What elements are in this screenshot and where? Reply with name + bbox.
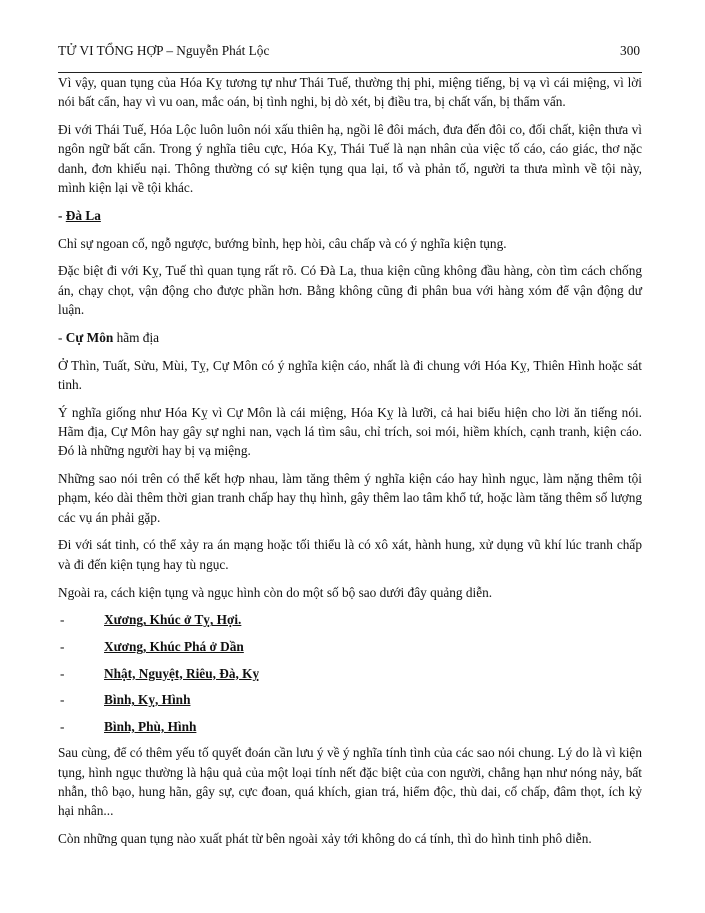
list-item-text: Xương, Khúc Phá ở Dần	[104, 638, 244, 654]
page-body	[58, 73, 642, 857]
list-bullet: -	[60, 638, 65, 654]
list-item	[58, 717, 642, 736]
page-header	[58, 42, 642, 60]
list-bullet: -	[60, 718, 65, 734]
section-title: Đà La	[65, 207, 101, 223]
paragraph: Ý nghĩa giống như Hóa Kỵ vì Cự Môn là cái miệng, Hóa Kỵ là lưỡi, cả hai biểu hiện cho lời ăn tiếng nói. Hãm địa, Cự Môn hay gây sự nghi nan, vạch lá tìm sâu, chỉ trích, soi mói, hiềm khích, cạnh tranh, kiện cáo. Đó là những người hay bị vạ miệng.	[58, 404, 642, 459]
section-title: Cự Môn	[65, 329, 114, 345]
paragraph: Còn những quan tụng nào xuất phát từ bên ngoài xảy tới không do cá tính, thì do hình tinh phô diễn.	[58, 830, 592, 846]
list-bullet: -	[60, 692, 65, 708]
paragraph: Vì vậy, quan tụng của Hóa Kỵ tương tự như Thái Tuế, thường thị phi, miệng tiếng, bị vạ vì cái miệng, vì lời nói bất cẩn, hay vì vu oan, mắc oán, bị tình nghi, bị dò xét, bị điều tra, bị chất vấn, bị thẩm vấn.	[58, 75, 642, 110]
paragraph: Đi với Thái Tuế, Hóa Lộc luôn luôn nói xấu thiên hạ, ngồi lê đôi mách, đưa đến đôi co, đối chất, kiện thưa vì ngôn ngữ bất cẩn. Trong ý nghĩa tiêu cực, Hóa Kỵ, Thái Tuế là nạn nhân của việc tố cáo, cáo giác, thơ nặc danh, đơn khiếu nại. Thông thường có sự kiện tụng qua lại, tố và phản tố, người ta thưa mình về tội này, mình kiện lại về tội khác.	[58, 122, 642, 195]
list-item	[58, 637, 642, 656]
section-suffix: hãm địa	[113, 329, 160, 345]
list-item	[58, 664, 642, 683]
paragraph: Ngoài ra, cách kiện tụng và ngục hình còn do một số bộ sao dưới đây quảng diễn.	[58, 584, 493, 600]
paragraph: Sau cùng, để có thêm yếu tố quyết đoán cần lưu ý về ý nghĩa tính tình của các sao nói chung. Lý do là vì kiện tụng, hình ngục thường là hậu quả của một loại tính nết đặc biệt của con người, chẳng hạn như nóng nảy, bất nhẫn, thô bạo, hung hãn, gây sự, cực đoan, quá khích, gian trá, hiểm độc, thù dai, cố chấp, đâm thọt, ích kỷ hại nhân...	[58, 745, 642, 819]
list-item-text: Bình, Phù, Hình	[104, 718, 197, 734]
star-combination-list	[58, 610, 642, 736]
list-item-text: Bình, Kỵ, Hình	[104, 692, 191, 708]
paragraph: Đi với sát tinh, có thể xảy ra án mạng hoặc tối thiểu là có xô xát, hành hung, xử dụng vũ khí lúc tranh chấp và đi đến kiện tụng hay tù ngục.	[58, 537, 642, 572]
paragraph: Ở Thìn, Tuất, Sửu, Mùi, Tỵ, Cự Môn có ý nghĩa kiện cáo, nhất là đi chung với Hóa Kỵ, Thiên Hình hoặc sát tinh.	[58, 357, 642, 392]
list-bullet: -	[60, 665, 65, 681]
paragraph: Những sao nói trên có thể kết hợp nhau, làm tăng thêm ý nghĩa kiện cáo hay hình ngục, làm nặng thêm tội phạm, kéo dài thêm thời gian tranh chấp hay thụ hình, gây thêm lao tâm khổ tứ, hoặc làm tăng thêm số lượng các vụ án phải gặp.	[58, 471, 642, 525]
paragraph: Chỉ sự ngoan cố, ngỗ ngược, bướng bỉnh, hẹp hòi, câu chấp và có ý nghĩa kiện tụng.	[58, 235, 507, 251]
book-title: TỬ VI TỔNG HỢP – Nguyễn Phát Lộc	[58, 43, 270, 58]
section-heading-cu-mon	[58, 328, 642, 347]
list-item	[58, 610, 642, 629]
paragraph: Đặc biệt đi với Kỵ, Tuế thì quan tụng rất rõ. Có Đà La, thua kiện cũng không đầu hàng, còn tìm cách chống án, chạy chọt, vận động cho được phần hơn. Bằng không cũng đi phân bua với hàng xóm để vận động dư luận.	[58, 263, 642, 317]
page-number: 300	[620, 43, 640, 58]
section-prefix: -	[58, 207, 66, 223]
section-prefix: -	[58, 329, 66, 345]
list-item	[58, 690, 642, 709]
section-heading-da-la	[58, 206, 642, 225]
list-item-text: Xương, Khúc ở Tỵ, Hợi.	[104, 612, 242, 628]
list-bullet: -	[60, 612, 65, 628]
list-item-text: Nhật, Nguyệt, Riêu, Đà, Kỵ	[104, 665, 260, 681]
